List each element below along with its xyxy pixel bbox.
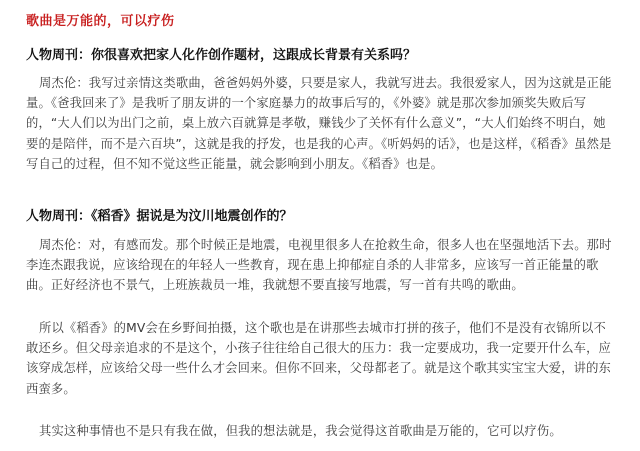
answer-paragraph-4: 其实这种事情也不是只有我在做，但我的想法就是，我会觉得这首歌曲是万能的，它可以疗伤。 — [39, 424, 562, 438]
interview-question-2: 人物周刊：《稻香》据说是为汶川地震创作的？ — [26, 209, 293, 224]
answer-paragraph-3: 所以《稻香》的MV会在乡野间拍摄，这个歌也是在讲那些去城市打拼的孩子，他们不是没有衣锦所以不敢还乡。但父母亲追求的不是这个，小孩子往往给自己很大的压力：我一定要成功，我一定要开什么车，应该穿成怎样，应该给父母一些什么才会回来。但你不回来，父母都老了。就是这个歌其实宝宝大爱，讲的东西蛮多。 — [26, 321, 612, 396]
answer-paragraph-1: 周杰伦：我写过亲情这类歌曲，爸爸妈妈外婆，只要是家人，我就写进去。我很爱家人，因为这就是正能量。《爸我回来了》是我听了朋友讲的一个家庭暴力的故事后写的，《外婆》就是那次参加颁奖失败后写的，“大人们以为出门之前，桌上放六百就算是孝敬，赚钱少了关怀有什么意义”，“大人们始终不明白，她要的是陪伴，而不是六百块”，这就是我的抒发，也是我的心声。《听妈妈的话》，也是这样，《稻香》虽然是写自己的过程，但不知不觉这些正能量，就会影响到小朋友。《稻香》也是。 — [26, 76, 612, 171]
section-heading: 歌曲是万能的，可以疗伤 — [26, 14, 175, 29]
answer-paragraph-2: 周杰伦：对，有感而发。那个时候正是地震，电视里很多人在抢救生命，很多人也在坚强地活下去。那时李连杰跟我说，应该给现在的年轻人一些教育，现在患上抑郁症自杀的人非常多，应该写一首正能量的歌曲。正好经济也不景气，上班族裁员一堆，我就想不要直接写地震，写一首有共鸣的歌曲。 — [26, 238, 612, 293]
interview-question-1: 人物周刊：你很喜欢把家人化作创作题材，这跟成长背景有关系吗？ — [26, 48, 417, 63]
